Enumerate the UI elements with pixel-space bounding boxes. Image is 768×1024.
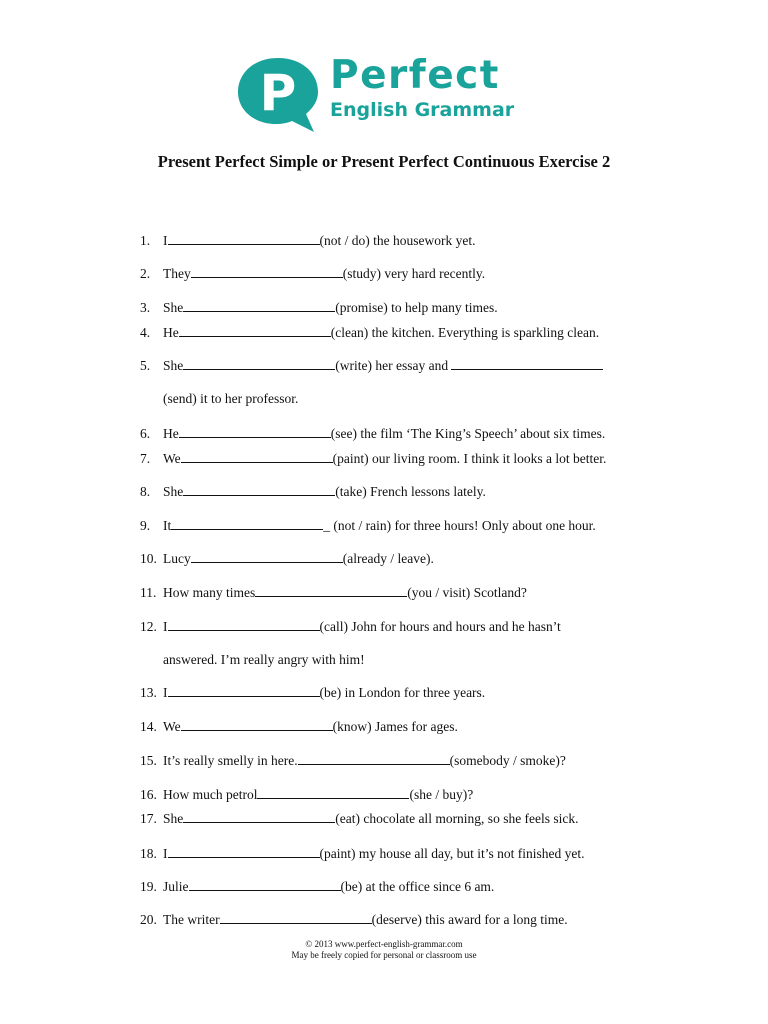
answer-blank[interactable]	[451, 357, 603, 370]
answer-blank[interactable]	[179, 425, 331, 438]
exercise-prompt: She	[163, 300, 184, 315]
exercise-prompt: We	[163, 719, 181, 734]
exercise-hint: (already / leave).	[342, 551, 434, 566]
exercise-prompt: He	[163, 426, 179, 441]
page-title: Present Perfect Simple or Present Perfect Continuous Exercise 2	[157, 152, 611, 171]
exercise-number: 12.	[140, 619, 157, 634]
answer-blank[interactable]	[181, 450, 333, 463]
answer-blank[interactable]	[168, 232, 320, 245]
logo-speech-bubble-icon	[234, 54, 324, 134]
footer-usage-note: May be freely copied for personal or classroom use	[291, 950, 477, 960]
exercise-item	[140, 911, 568, 928]
answer-blank[interactable]	[171, 517, 323, 530]
answer-blank[interactable]	[257, 786, 409, 799]
logo	[234, 54, 534, 134]
exercise-prompt: He	[163, 325, 179, 340]
exercise-prompt: We	[163, 451, 181, 466]
exercise-prompt: They	[163, 266, 191, 281]
answer-blank[interactable]	[181, 718, 333, 731]
exercise-number: 1.	[140, 233, 151, 248]
exercise-number: 20.	[140, 912, 157, 927]
exercise-hint: (take) French lessons lately.	[335, 484, 486, 499]
exercise-item	[140, 684, 485, 701]
footer-copyright: © 2013 www.perfect-english-grammar.com	[305, 939, 463, 949]
exercise-prompt: I	[163, 619, 168, 634]
exercise-hint: (paint) our living room. I think it looks a lot better.	[332, 451, 607, 466]
exercise-hint: (call) John for hours and hours and he hasn’t	[319, 619, 561, 634]
exercise-prompt: It	[163, 518, 172, 533]
exercise-prompt: I	[163, 685, 168, 700]
exercise-prompt: It’s really smelly in here.	[163, 753, 298, 768]
exercise-number: 13.	[140, 685, 157, 700]
exercise-item	[140, 845, 584, 862]
answer-blank[interactable]	[168, 618, 320, 631]
exercise-number: 15.	[140, 753, 157, 768]
exercise-number: 6.	[140, 426, 151, 441]
exercise-hint: (promise) to help many times.	[335, 300, 498, 315]
exercise-number: 7.	[140, 451, 151, 466]
exercise-item	[140, 517, 596, 534]
exercise-prompt: Lucy	[163, 551, 191, 566]
exercise-item	[140, 483, 486, 500]
exercise-number: 4.	[140, 325, 151, 340]
exercise-hint: (she / buy)?	[409, 787, 474, 802]
exercise-prompt: I	[163, 846, 168, 861]
exercise-item	[140, 786, 473, 803]
exercise-number: 10.	[140, 551, 157, 566]
answer-blank[interactable]	[298, 752, 450, 765]
answer-blank[interactable]	[179, 324, 331, 337]
exercise-hint: (be) at the office since 6 am.	[340, 879, 495, 894]
exercise-prompt: How much petrol	[163, 787, 258, 802]
logo-word-perfect: Perfect	[330, 53, 500, 98]
exercise-hint: (not / do) the housework yet.	[319, 233, 476, 248]
answer-blank[interactable]	[183, 483, 335, 496]
exercise-item	[140, 810, 579, 827]
answer-blank[interactable]	[168, 845, 320, 858]
exercise-hint: (be) in London for three years.	[319, 685, 486, 700]
exercise-number: 14.	[140, 719, 157, 734]
exercise-number: 5.	[140, 358, 151, 373]
exercise-number: 9.	[140, 518, 151, 533]
exercise-hint: (somebody / smoke)?	[449, 753, 566, 768]
answer-blank[interactable]	[191, 265, 343, 278]
answer-blank[interactable]	[189, 878, 341, 891]
exercise-number: 17.	[140, 811, 157, 826]
answer-blank[interactable]	[183, 810, 335, 823]
exercise-prompt: Julie	[163, 879, 189, 894]
exercise-item	[140, 357, 603, 374]
exercise-item	[140, 324, 599, 341]
exercise-continuation: answered. I’m really angry with him!	[163, 652, 365, 667]
exercise-item	[140, 265, 485, 282]
exercise-prompt: How many times	[163, 585, 256, 600]
exercise-item	[140, 425, 605, 442]
exercise-item	[140, 752, 566, 769]
answer-blank[interactable]	[220, 911, 372, 924]
exercise-number: 19.	[140, 879, 157, 894]
logo-letter: P	[259, 64, 297, 122]
exercise-number: 16.	[140, 787, 157, 802]
exercise-hint: (study) very hard recently.	[342, 266, 486, 281]
answer-blank[interactable]	[183, 357, 335, 370]
exercise-number: 18.	[140, 846, 157, 861]
exercise-hint: (paint) my house all day, but it’s not finished yet.	[319, 846, 585, 861]
answer-blank[interactable]	[191, 550, 343, 563]
exercise-hint: (you / visit) Scotland?	[407, 585, 527, 600]
exercise-number: 3.	[140, 300, 151, 315]
exercise-hint: (eat) chocolate all morning, so she feels sick.	[335, 811, 579, 826]
exercise-prompt: She	[163, 484, 184, 499]
logo-word-english-grammar: English Grammar	[330, 99, 515, 121]
exercise-prompt: I	[163, 233, 168, 248]
exercise-number: 8.	[140, 484, 151, 499]
exercise-prompt: She	[163, 811, 184, 826]
exercise-hint: (see) the film ‘The King’s Speech’ about six times.	[330, 426, 606, 441]
exercise-hint: (know) James for ages.	[332, 719, 458, 734]
exercise-number: 11.	[140, 585, 157, 600]
exercise-prompt: She	[163, 358, 184, 373]
exercise-item	[140, 450, 606, 467]
exercise-item	[140, 718, 458, 735]
exercise-hint: (write) her essay and	[335, 358, 452, 373]
exercise-item	[140, 550, 434, 567]
exercise-item	[140, 299, 498, 316]
exercise-item	[140, 584, 527, 601]
exercise-hint: _ (not / rain) for three hours! Only about one hour.	[323, 518, 596, 533]
answer-blank[interactable]	[255, 584, 407, 597]
exercise-item	[140, 618, 561, 635]
answer-blank[interactable]	[168, 684, 320, 697]
answer-blank[interactable]	[183, 299, 335, 312]
exercise-hint: (clean) the kitchen. Everything is sparkling clean.	[330, 325, 600, 340]
exercise-item	[140, 878, 494, 895]
exercise-prompt: The writer	[163, 912, 220, 927]
exercise-number: 2.	[140, 266, 151, 281]
exercise-continuation: (send) it to her professor.	[163, 391, 299, 406]
exercise-item	[140, 232, 475, 249]
exercise-hint: (deserve) this award for a long time.	[371, 912, 568, 927]
